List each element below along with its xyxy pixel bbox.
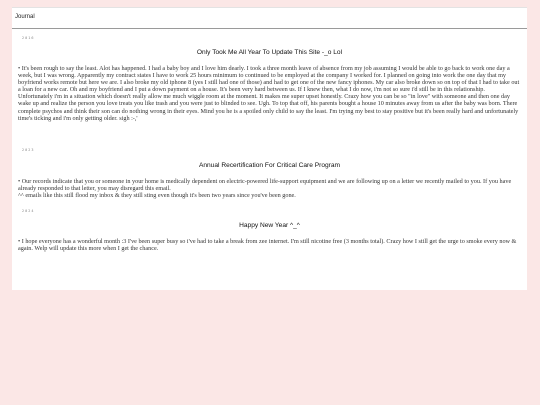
entry-body: • It's been rough to say the least. Alot has happened. I had a baby boy and I love him dearly. I took a three month leave of absence from my job assuming I would be able to go back to work one day a week, but I was wrong. Apparently my contract states I have to work 25 hours minimum to continued to be employed at the company I worked for. I planned on going into work the one day that my boyfriend works remote but here we are. I also broke my old iphone 8 (yes I still had one of those) and had to get one of the new fancy iphones. My car also broke down so on top of that I had to take out a loan for a new car. Oh and my boyfriend and I put a down payment on a house. It's been very hard between us. If I knew then, what I do now, i'm not so sure i'd still be in this relationship. Unfortunately i'm in a situation which doesn't really allow me much wiggle room at the moment. It makes me super upset honestly. Crazy how you can be so "in love" with someone and then one day wake up and realize the person you love treats you like trash and you were just to blinded to see. Ugh. To top that off, his parents bought a house 10 minutes away from us after the baby was born. There complete psychos and think their son can do nothing wrong in their eyes. Mind you he is a spoiled only child to say the least. I'm trying my best to stay positive but it's been really hard and unfortunately time's ticking and i'm only getting older. sigh :-,' <box>18 65 520 122</box>
entry-date: 2023 <box>22 147 35 152</box>
entry-title: Only Took Me All Year To Update This Site -_o Lol <box>196 49 343 56</box>
entry-body: • Our records indicate that you or someone in your home is medically dependent on electric-powered life-support equipment and we are following up on a letter we recently mailed to you. If you have already responded to that letter, you may disregard this email. ^^ emails like this still flood my inbox & they still sting even though it's been two years since you've been gone. <box>18 177 512 199</box>
entry-body: • I hope everyone has a wonderful month :3 I've been super busy so i've had to take a break from zee internet. I'm still nicotine free (3 months total). Crazy how I still get the urge to smoke every now & again. Welp will update this more when I get the chance. <box>18 238 517 253</box>
journal-entry <box>12 209 527 252</box>
journal-entry <box>12 36 527 122</box>
entry-title: Annual Recertification For Critical Care Program <box>198 161 341 169</box>
journal-header: Journal <box>12 7 527 29</box>
entry-date: 2016 <box>22 36 35 40</box>
entry-date: 2024 <box>22 209 35 214</box>
journal-entry <box>12 148 527 199</box>
journal-panel <box>12 7 527 290</box>
entry-title: Happy New Year ^_^ <box>239 222 300 230</box>
